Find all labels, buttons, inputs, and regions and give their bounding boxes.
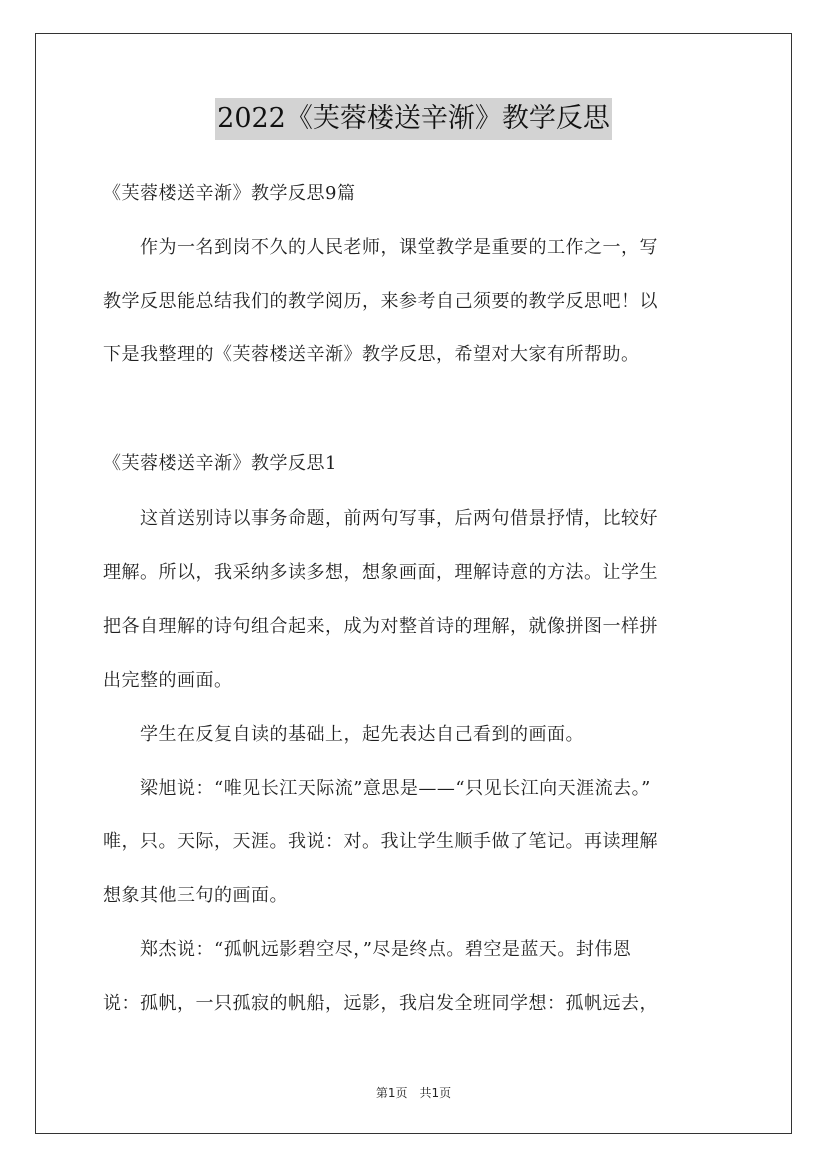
intro-line: 作为一名到岗不久的人民老师，课堂教学是重要的工作之一，写 bbox=[103, 237, 658, 258]
body-line: 把各自理解的诗句组合起来，成为对整首诗的理解，就像拼图一样拼 bbox=[103, 616, 658, 637]
body-line: 郑杰说：“孤帆远影碧空尽，”尽是终点。碧空是蓝天。封伟恩 bbox=[103, 939, 632, 960]
body-line: 说：孤帆，一只孤寂的帆船，远影，我启发全班同学想：孤帆远去， bbox=[103, 993, 658, 1014]
intro-line: 下是我整理的《芙蓉楼送辛渐》教学反思，希望对大家有所帮助。 bbox=[103, 344, 640, 365]
body-line: 这首送别诗以事务命题，前两句写事，后两句借景抒情，比较好 bbox=[103, 508, 658, 529]
intro-line: 教学反思能总结我们的教学阅历，来参考自己须要的教学反思吧！以 bbox=[103, 291, 658, 312]
body-line: 梁旭说：“唯见长江天际流”意思是——“只见长江向天涯流去。” bbox=[103, 778, 651, 799]
body-line: 想象其他三句的画面。 bbox=[103, 885, 288, 906]
document-title: 2022《芙蓉楼送辛渐》教学反思 bbox=[215, 98, 612, 140]
section-heading: 《芙蓉楼送辛渐》教学反思1 bbox=[103, 453, 337, 474]
body-line: 学生在反复自读的基础上，起先表达自己看到的画面。 bbox=[103, 724, 584, 745]
body-line: 出完整的画面。 bbox=[103, 670, 233, 691]
subtitle: 《芙蓉楼送辛渐》教学反思9篇 bbox=[103, 183, 356, 204]
body-line: 理解。所以，我采纳多读多想，想象画面，理解诗意的方法。让学生 bbox=[103, 562, 658, 583]
title-container bbox=[0, 98, 827, 140]
page-footer: 第1页 共1页 bbox=[375, 1086, 452, 1100]
body-line: 唯，只。天际，天涯。我说：对。我让学生顺手做了笔记。再读理解 bbox=[103, 831, 658, 852]
